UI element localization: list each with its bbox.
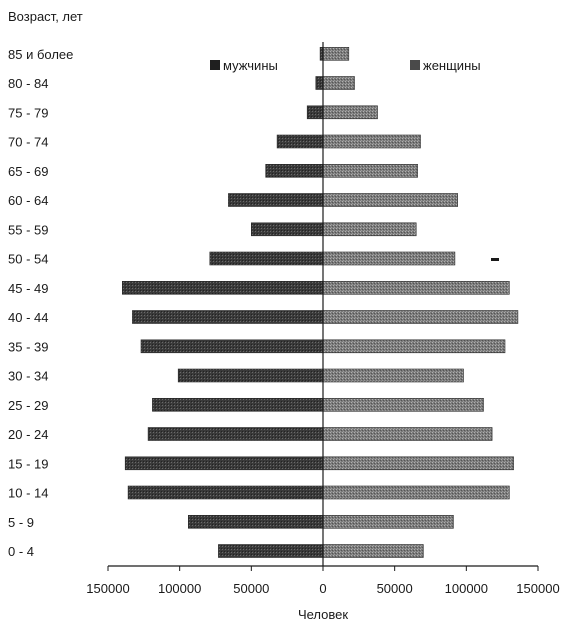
legend-swatch: [210, 60, 220, 70]
bar-female: [323, 340, 505, 353]
x-tick-label: 50000: [233, 581, 270, 596]
y-tick-label: 0 - 4: [8, 544, 35, 559]
y-tick-label: 15 - 19: [8, 456, 49, 472]
bar-female: [323, 428, 492, 441]
y-tick-label: 40 - 44: [8, 310, 49, 325]
x-tick-label: 50000: [376, 581, 413, 596]
bar-male: [152, 398, 323, 411]
y-tick-label: 70 - 74: [8, 134, 49, 150]
bar-female: [323, 135, 421, 148]
y-tick-label: 25 - 29: [8, 397, 49, 413]
y-tick-label: 85 и более: [8, 46, 74, 62]
legend-swatch: [410, 60, 420, 70]
x-axis: [86, 566, 559, 596]
bar-female: [323, 106, 378, 119]
bar-male: [307, 106, 323, 119]
bar-female: [323, 545, 423, 558]
bars-group: [122, 47, 518, 557]
bar-male: [132, 311, 323, 324]
stray-mark: [491, 258, 499, 261]
y-tick-label: 50 - 54: [8, 251, 49, 267]
y-tick-labels: [8, 47, 73, 559]
bar-male: [128, 486, 323, 499]
bar-female: [323, 311, 518, 324]
bar-female: [323, 164, 418, 177]
x-tick-label: 150000: [516, 581, 560, 596]
y-tick-label: 60 - 64: [8, 193, 49, 208]
bar-female: [323, 457, 514, 470]
bar-female: [323, 281, 509, 294]
y-tick-label: 75 - 79: [8, 105, 49, 121]
bar-female: [323, 515, 453, 528]
bar-female: [323, 47, 349, 60]
y-tick-label: 10 - 14: [8, 485, 49, 501]
bar-female: [323, 398, 484, 411]
bar-female: [323, 486, 509, 499]
bar-male: [141, 340, 323, 353]
y-tick-label: 30 - 34: [8, 368, 49, 384]
bar-male: [210, 252, 323, 265]
legend-label: женщины: [423, 58, 481, 73]
bar-male: [178, 369, 323, 382]
bar-male: [125, 457, 323, 470]
bar-male: [316, 77, 323, 90]
y-tick-label: 65 - 69: [8, 163, 49, 179]
legend-label: мужчины: [223, 58, 278, 73]
bar-female: [323, 194, 458, 207]
bar-female: [323, 223, 416, 236]
x-tick-label: 100000: [157, 581, 202, 596]
x-tick-label: 0: [319, 581, 327, 596]
x-tick-label: 100000: [444, 581, 489, 596]
y-tick-label: 35 - 39: [8, 339, 49, 355]
y-tick-label: 45 - 49: [8, 280, 49, 296]
bar-male: [228, 194, 323, 207]
bar-female: [323, 369, 464, 382]
bar-male: [188, 515, 323, 528]
x-axis-title: Человек: [297, 607, 349, 622]
bar-male: [251, 223, 323, 236]
y-tick-label: 80 - 84: [8, 76, 49, 91]
bar-female: [323, 77, 355, 90]
y-axis-title: Возраст, лет: [8, 9, 83, 24]
bar-male: [148, 428, 323, 441]
bar-male: [218, 545, 323, 558]
bar-male: [266, 164, 323, 177]
y-tick-label: 20 - 24: [8, 427, 49, 442]
y-tick-label: 5 - 9: [8, 514, 35, 530]
bar-male: [277, 135, 323, 148]
y-tick-label: 55 - 59: [8, 222, 49, 238]
x-tick-label: 150000: [86, 581, 130, 596]
bar-female: [323, 252, 455, 265]
bar-male: [122, 281, 323, 294]
